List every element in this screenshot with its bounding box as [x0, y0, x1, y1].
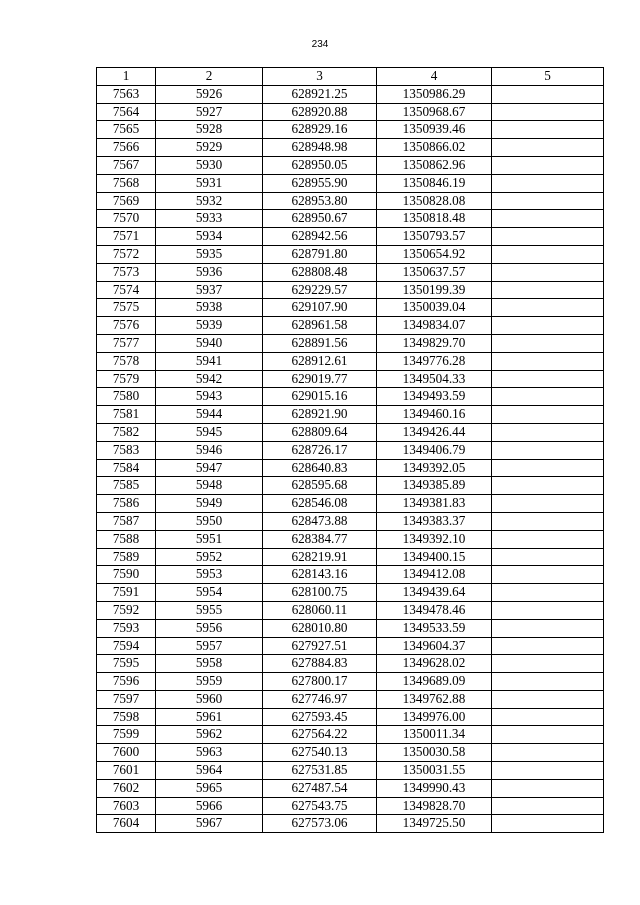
table-row [97, 210, 604, 228]
table-cell-col-2: 5958 [156, 655, 263, 673]
table-row [97, 299, 604, 317]
table-row [97, 370, 604, 388]
table-cell-col-5 [492, 210, 604, 228]
table-cell-col-4: 1350011.34 [377, 726, 492, 744]
table-cell-col-1: 7600 [97, 744, 156, 762]
table-cell-col-4: 1350862.96 [377, 156, 492, 174]
table-cell-col-2: 5951 [156, 530, 263, 548]
table-cell-col-2: 5954 [156, 584, 263, 602]
table-cell-col-5 [492, 441, 604, 459]
table-cell-col-1: 7568 [97, 174, 156, 192]
table-cell-col-1: 7589 [97, 548, 156, 566]
table-cell-col-1: 7595 [97, 655, 156, 673]
table-cell-col-1: 7598 [97, 708, 156, 726]
table-row [97, 281, 604, 299]
table-cell-col-1: 7563 [97, 85, 156, 103]
table-row [97, 174, 604, 192]
table-cell-col-4: 1350818.48 [377, 210, 492, 228]
table-cell-col-2: 5936 [156, 263, 263, 281]
table-cell-col-2: 5938 [156, 299, 263, 317]
table-cell-col-5 [492, 352, 604, 370]
table-cell-col-3: 628955.90 [263, 174, 377, 192]
table-cell-col-5 [492, 548, 604, 566]
table-row [97, 530, 604, 548]
table-cell-col-1: 7593 [97, 619, 156, 637]
table-row [97, 744, 604, 762]
table-cell-col-5 [492, 85, 604, 103]
table-cell-col-2: 5940 [156, 334, 263, 352]
table-cell-col-2: 5957 [156, 637, 263, 655]
table-row [97, 477, 604, 495]
table-cell-col-1: 7564 [97, 103, 156, 121]
table-cell-col-5 [492, 263, 604, 281]
table-cell-col-3: 628473.88 [263, 512, 377, 530]
table-cell-col-3: 627531.85 [263, 762, 377, 780]
table-cell-col-3: 627564.22 [263, 726, 377, 744]
table-cell-col-2: 5946 [156, 441, 263, 459]
table-cell-col-5 [492, 566, 604, 584]
table-row [97, 317, 604, 335]
table-cell-col-1: 7569 [97, 192, 156, 210]
table-cell-col-1: 7599 [97, 726, 156, 744]
table-cell-col-5 [492, 762, 604, 780]
table-cell-col-3: 629107.90 [263, 299, 377, 317]
table-cell-col-5 [492, 334, 604, 352]
table-cell-col-1: 7585 [97, 477, 156, 495]
table-cell-col-1: 7575 [97, 299, 156, 317]
table-cell-col-1: 7573 [97, 263, 156, 281]
table-cell-col-3: 627593.45 [263, 708, 377, 726]
table-cell-col-2: 5953 [156, 566, 263, 584]
table-cell-col-3: 628929.16 [263, 121, 377, 139]
table-cell-col-4: 1349392.05 [377, 459, 492, 477]
table-cell-col-5 [492, 192, 604, 210]
table-cell-col-3: 627884.83 [263, 655, 377, 673]
table-cell-col-2: 5935 [156, 245, 263, 263]
table-cell-col-4: 1349604.37 [377, 637, 492, 655]
table-cell-col-3: 628891.56 [263, 334, 377, 352]
table-cell-col-4: 1349504.33 [377, 370, 492, 388]
table-row [97, 423, 604, 441]
table-cell-col-1: 7566 [97, 139, 156, 157]
table-cell-col-3: 628809.64 [263, 423, 377, 441]
table-row [97, 619, 604, 637]
table-cell-col-3: 627746.97 [263, 690, 377, 708]
table-cell-col-2: 5952 [156, 548, 263, 566]
table-cell-col-5 [492, 228, 604, 246]
table-row [97, 655, 604, 673]
table-cell-col-3: 628100.75 [263, 584, 377, 602]
table-cell-col-4: 1350031.55 [377, 762, 492, 780]
table-cell-col-2: 5948 [156, 477, 263, 495]
table-cell-col-4: 1349478.46 [377, 601, 492, 619]
table-cell-col-2: 5965 [156, 779, 263, 797]
table-cell-col-3: 628921.25 [263, 85, 377, 103]
table-cell-col-4: 1350654.92 [377, 245, 492, 263]
table-cell-col-1: 7594 [97, 637, 156, 655]
table-cell-col-3: 628912.61 [263, 352, 377, 370]
table-row [97, 815, 604, 833]
table-cell-col-1: 7601 [97, 762, 156, 780]
table-cell-col-4: 1350939.46 [377, 121, 492, 139]
table-cell-col-5 [492, 601, 604, 619]
table-cell-col-3: 628726.17 [263, 441, 377, 459]
table-cell-col-2: 5960 [156, 690, 263, 708]
table-cell-col-4: 1349412.08 [377, 566, 492, 584]
table-cell-col-5 [492, 245, 604, 263]
table-cell-col-2: 5955 [156, 601, 263, 619]
table-cell-col-3: 628143.16 [263, 566, 377, 584]
table-cell-col-1: 7579 [97, 370, 156, 388]
table-cell-col-4: 1349828.70 [377, 797, 492, 815]
table-cell-col-2: 5947 [156, 459, 263, 477]
table-cell-col-4: 1350846.19 [377, 174, 492, 192]
table-cell-col-3: 628060.11 [263, 601, 377, 619]
table-cell-col-3: 628948.98 [263, 139, 377, 157]
table-cell-col-3: 627927.51 [263, 637, 377, 655]
table-cell-col-5 [492, 459, 604, 477]
table-row [97, 548, 604, 566]
table-cell-col-5 [492, 512, 604, 530]
table-cell-col-1: 7591 [97, 584, 156, 602]
table-cell-col-2: 5966 [156, 797, 263, 815]
table-cell-col-5 [492, 156, 604, 174]
table-cell-col-2: 5944 [156, 406, 263, 424]
table-cell-col-5 [492, 495, 604, 513]
table-row [97, 103, 604, 121]
table-row [97, 156, 604, 174]
table-cell-col-4: 1350968.67 [377, 103, 492, 121]
table-cell-col-4: 1349689.09 [377, 673, 492, 691]
table-cell-col-5 [492, 139, 604, 157]
table-row [97, 673, 604, 691]
table-cell-col-2: 5950 [156, 512, 263, 530]
table-cell-col-3: 627800.17 [263, 673, 377, 691]
table-row [97, 245, 604, 263]
table-cell-col-3: 628921.90 [263, 406, 377, 424]
table-cell-col-5 [492, 584, 604, 602]
table-cell-col-5 [492, 121, 604, 139]
table-cell-col-4: 1349400.15 [377, 548, 492, 566]
table-cell-col-5 [492, 708, 604, 726]
table-cell-col-4: 1349725.50 [377, 815, 492, 833]
table-cell-col-5 [492, 637, 604, 655]
table-cell-col-5 [492, 779, 604, 797]
column-header-5: 5 [492, 68, 604, 86]
header-row [97, 68, 604, 86]
table-row [97, 708, 604, 726]
table-cell-col-4: 1350828.08 [377, 192, 492, 210]
table-cell-col-4: 1350030.58 [377, 744, 492, 762]
table-cell-col-3: 629019.77 [263, 370, 377, 388]
table-cell-col-1: 7572 [97, 245, 156, 263]
table-cell-col-4: 1349628.02 [377, 655, 492, 673]
table-cell-col-5 [492, 797, 604, 815]
table-cell-col-4: 1349976.00 [377, 708, 492, 726]
table-cell-col-4: 1350039.04 [377, 299, 492, 317]
table-cell-col-2: 5934 [156, 228, 263, 246]
table-cell-col-4: 1349493.59 [377, 388, 492, 406]
table-cell-col-5 [492, 317, 604, 335]
table-cell-col-2: 5930 [156, 156, 263, 174]
table-cell-col-1: 7604 [97, 815, 156, 833]
coordinates-table [96, 67, 604, 833]
table-cell-col-4: 1349776.28 [377, 352, 492, 370]
table-row [97, 334, 604, 352]
table-cell-col-2: 5964 [156, 762, 263, 780]
table-cell-col-1: 7583 [97, 441, 156, 459]
table-cell-col-2: 5963 [156, 744, 263, 762]
column-header-1: 1 [97, 68, 156, 86]
table-cell-col-2: 5959 [156, 673, 263, 691]
table-row [97, 779, 604, 797]
page-number: 234 [311, 39, 329, 50]
table-cell-col-5 [492, 423, 604, 441]
table-cell-col-3: 627573.06 [263, 815, 377, 833]
table-cell-col-2: 5928 [156, 121, 263, 139]
table-row [97, 566, 604, 584]
table-cell-col-4: 1349439.64 [377, 584, 492, 602]
table-cell-col-5 [492, 815, 604, 833]
table-header [97, 68, 604, 86]
table-cell-col-1: 7603 [97, 797, 156, 815]
table-cell-col-4: 1349460.16 [377, 406, 492, 424]
table-cell-col-5 [492, 726, 604, 744]
table-cell-col-4: 1349381.83 [377, 495, 492, 513]
table-row [97, 228, 604, 246]
table-cell-col-2: 5933 [156, 210, 263, 228]
table-row [97, 459, 604, 477]
table-cell-col-2: 5945 [156, 423, 263, 441]
table-cell-col-5 [492, 477, 604, 495]
table-cell-col-2: 5943 [156, 388, 263, 406]
table-cell-col-3: 628791.80 [263, 245, 377, 263]
table-cell-col-2: 5932 [156, 192, 263, 210]
table-cell-col-5 [492, 655, 604, 673]
table-cell-col-5 [492, 388, 604, 406]
table-cell-col-4: 1350637.57 [377, 263, 492, 281]
table-cell-col-2: 5962 [156, 726, 263, 744]
table-cell-col-3: 627487.54 [263, 779, 377, 797]
table-cell-col-3: 628640.83 [263, 459, 377, 477]
table-row [97, 512, 604, 530]
table-cell-col-2: 5967 [156, 815, 263, 833]
table-cell-col-3: 628961.58 [263, 317, 377, 335]
table-cell-col-2: 5942 [156, 370, 263, 388]
table-cell-col-2: 5931 [156, 174, 263, 192]
table-cell-col-4: 1349383.37 [377, 512, 492, 530]
table-cell-col-3: 627540.13 [263, 744, 377, 762]
table-cell-col-3: 628942.56 [263, 228, 377, 246]
table-cell-col-1: 7576 [97, 317, 156, 335]
table-cell-col-1: 7571 [97, 228, 156, 246]
table-cell-col-5 [492, 299, 604, 317]
table-cell-col-3: 629229.57 [263, 281, 377, 299]
table-cell-col-4: 1350866.02 [377, 139, 492, 157]
table-cell-col-3: 628546.08 [263, 495, 377, 513]
table-row [97, 121, 604, 139]
table-cell-col-1: 7565 [97, 121, 156, 139]
table-cell-col-1: 7597 [97, 690, 156, 708]
table-cell-col-1: 7587 [97, 512, 156, 530]
table-row [97, 85, 604, 103]
table-cell-col-3: 628595.68 [263, 477, 377, 495]
table-cell-col-5 [492, 281, 604, 299]
table-cell-col-1: 7584 [97, 459, 156, 477]
table-row [97, 637, 604, 655]
table-cell-col-2: 5937 [156, 281, 263, 299]
table-row [97, 388, 604, 406]
table-cell-col-4: 1349990.43 [377, 779, 492, 797]
table-cell-col-5 [492, 103, 604, 121]
table-cell-col-4: 1349392.10 [377, 530, 492, 548]
table-cell-col-5 [492, 673, 604, 691]
table-cell-col-2: 5941 [156, 352, 263, 370]
table-row [97, 601, 604, 619]
table-cell-col-1: 7580 [97, 388, 156, 406]
table-cell-col-1: 7570 [97, 210, 156, 228]
table-row [97, 690, 604, 708]
table-cell-col-2: 5956 [156, 619, 263, 637]
table-row [97, 762, 604, 780]
table-cell-col-5 [492, 174, 604, 192]
table-cell-col-1: 7582 [97, 423, 156, 441]
table-cell-col-3: 628920.88 [263, 103, 377, 121]
column-header-4: 4 [377, 68, 492, 86]
table-cell-col-3: 628384.77 [263, 530, 377, 548]
table-body [97, 85, 604, 832]
table-row [97, 441, 604, 459]
table-cell-col-4: 1350199.39 [377, 281, 492, 299]
table-cell-col-4: 1349426.44 [377, 423, 492, 441]
table-cell-col-1: 7586 [97, 495, 156, 513]
table-cell-col-3: 628950.05 [263, 156, 377, 174]
table-cell-col-3: 628219.91 [263, 548, 377, 566]
table-row [97, 584, 604, 602]
table-cell-col-4: 1349829.70 [377, 334, 492, 352]
column-header-3: 3 [263, 68, 377, 86]
table-cell-col-3: 628953.80 [263, 192, 377, 210]
table-cell-col-4: 1349385.89 [377, 477, 492, 495]
table-cell-col-3: 627543.75 [263, 797, 377, 815]
table-cell-col-3: 628010.80 [263, 619, 377, 637]
table-row [97, 797, 604, 815]
table-cell-col-4: 1350793.57 [377, 228, 492, 246]
table-cell-col-4: 1350986.29 [377, 85, 492, 103]
table-cell-col-3: 629015.16 [263, 388, 377, 406]
table-cell-col-1: 7590 [97, 566, 156, 584]
table-cell-col-5 [492, 530, 604, 548]
table-row [97, 726, 604, 744]
table-cell-col-5 [492, 619, 604, 637]
table-cell-col-2: 5949 [156, 495, 263, 513]
table-row [97, 139, 604, 157]
table-cell-col-1: 7581 [97, 406, 156, 424]
table-cell-col-2: 5961 [156, 708, 263, 726]
table-cell-col-1: 7567 [97, 156, 156, 174]
table-cell-col-1: 7577 [97, 334, 156, 352]
table-cell-col-5 [492, 370, 604, 388]
table-row [97, 495, 604, 513]
table-cell-col-1: 7592 [97, 601, 156, 619]
table-cell-col-4: 1349834.07 [377, 317, 492, 335]
table-cell-col-1: 7578 [97, 352, 156, 370]
table-cell-col-3: 628950.67 [263, 210, 377, 228]
table-row [97, 352, 604, 370]
table-cell-col-4: 1349533.59 [377, 619, 492, 637]
table-cell-col-3: 628808.48 [263, 263, 377, 281]
table-row [97, 406, 604, 424]
table-cell-col-1: 7596 [97, 673, 156, 691]
table-cell-col-5 [492, 406, 604, 424]
table-cell-col-2: 5939 [156, 317, 263, 335]
table-cell-col-1: 7588 [97, 530, 156, 548]
table-cell-col-5 [492, 690, 604, 708]
table-cell-col-2: 5927 [156, 103, 263, 121]
table-cell-col-2: 5929 [156, 139, 263, 157]
table-cell-col-2: 5926 [156, 85, 263, 103]
table-cell-col-1: 7602 [97, 779, 156, 797]
column-header-2: 2 [156, 68, 263, 86]
table-cell-col-4: 1349762.88 [377, 690, 492, 708]
table-cell-col-4: 1349406.79 [377, 441, 492, 459]
table-row [97, 192, 604, 210]
table-row [97, 263, 604, 281]
table-cell-col-1: 7574 [97, 281, 156, 299]
table-cell-col-5 [492, 744, 604, 762]
